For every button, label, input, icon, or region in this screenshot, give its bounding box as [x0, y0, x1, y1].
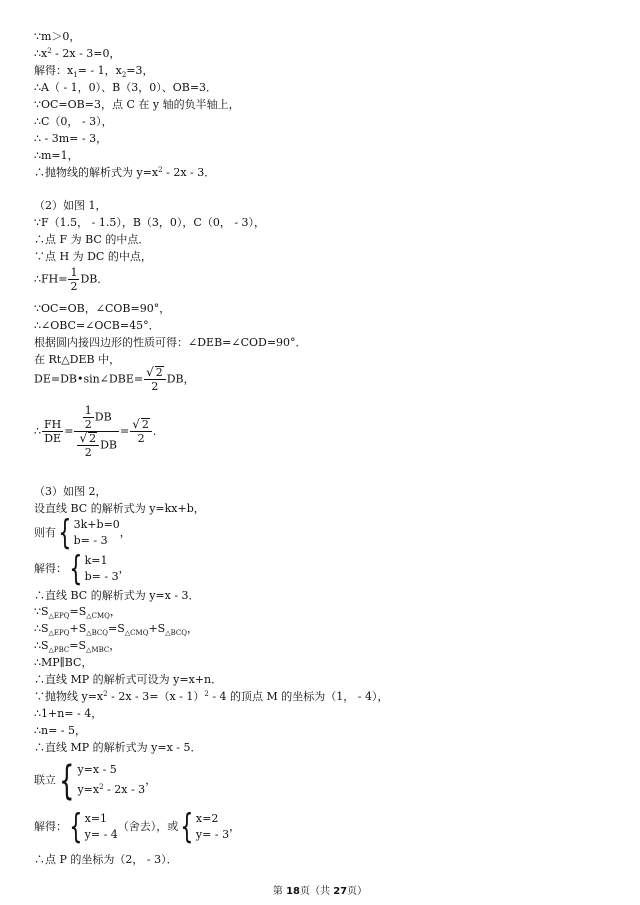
text: =3，	[126, 64, 154, 77]
text: DB．	[80, 272, 109, 286]
fraction	[77, 432, 99, 459]
text: =S	[108, 622, 125, 635]
text: 页）	[347, 886, 368, 897]
text-line: ∴∠OBC=∠OCB=45°．	[34, 319, 160, 332]
text-line: 在 Rt△DEB 中，	[34, 353, 121, 366]
text-line: （2）如图 1，	[34, 199, 107, 212]
text: 解得：	[34, 820, 67, 833]
text-line: ∴直线 MP 的解析式为 y=x - 5．	[34, 741, 202, 754]
text: ∴FH=	[34, 272, 68, 286]
text: DB	[100, 438, 118, 452]
text-line: ∴A（ - 1，0）、B（3，0）、OB=3．	[34, 81, 218, 94]
text-line	[34, 605, 121, 620]
equation: b= - 3	[84, 570, 119, 583]
numerator: 1	[70, 266, 78, 279]
superscript: 2	[204, 690, 209, 698]
denominator: 2	[70, 280, 78, 293]
text-line	[34, 513, 131, 553]
text-line: ∴直线 BC 的解析式为 y=x - 3．	[34, 589, 200, 602]
equation-system	[77, 760, 145, 801]
superscript: 2	[158, 166, 163, 174]
numerator: FH	[44, 418, 62, 431]
text: y=x	[77, 783, 100, 796]
text: ∴	[34, 424, 41, 438]
text-line	[34, 166, 215, 181]
text-line: ∴m=1，	[34, 149, 79, 162]
fraction	[42, 418, 63, 445]
subscript: △EPQ	[48, 629, 70, 637]
text: +S	[69, 622, 87, 635]
text-line: ∴点 F 为 BC 的中点．	[34, 233, 150, 246]
text: 解得：x	[34, 64, 74, 77]
text-line: 根据圆内接四边形的性质可得：∠DEB=∠COD=90°．	[34, 336, 307, 349]
fraction	[68, 266, 79, 293]
text: ，	[119, 526, 131, 539]
text: =S	[69, 605, 87, 618]
numerator: 1	[84, 404, 92, 417]
equation: x=2	[195, 812, 219, 825]
equation	[77, 780, 145, 801]
text-line: ∴1+n= - 4，	[34, 707, 103, 720]
text-line: ∴点 P 的坐标为（2， - 3）．	[34, 853, 178, 866]
text: ，	[109, 605, 121, 618]
text: ∴x	[34, 47, 48, 60]
page-number: 18	[286, 886, 300, 897]
text-line	[34, 404, 164, 459]
text-line	[34, 549, 130, 589]
text: =S	[69, 639, 87, 652]
radical-sign: √	[132, 417, 140, 431]
numerator	[130, 418, 152, 432]
numerator	[77, 432, 99, 446]
superscript: 2	[47, 47, 52, 55]
equation: b= - 3	[73, 534, 108, 547]
equation: k=1	[84, 554, 108, 567]
text-line: ∵m＞0，	[34, 30, 81, 43]
fraction	[130, 418, 152, 445]
page-total: 27	[333, 886, 348, 897]
page-footer	[0, 882, 640, 897]
brace: {	[69, 549, 83, 589]
subscript: △BCQ	[165, 629, 187, 637]
equation-system	[85, 811, 118, 843]
subscript: △EPQ	[48, 612, 70, 620]
text-line	[34, 366, 195, 393]
text-line: ∴MP∥BC，	[34, 656, 93, 669]
text-line	[34, 622, 198, 637]
text-line	[34, 47, 121, 62]
text-line: ∵OC=OB=3，点 C 在 y 轴的负半轴上，	[34, 98, 240, 111]
brace: {	[58, 513, 72, 553]
subscript: △CMQ	[86, 612, 110, 620]
subscript: 2	[121, 71, 127, 79]
brace: {	[59, 757, 75, 804]
text: ，	[186, 622, 198, 635]
fraction	[83, 404, 94, 431]
radicand: 2	[155, 366, 163, 379]
equation: y= - 3	[195, 828, 230, 841]
equation: y= - 4	[84, 828, 118, 841]
text: DB	[94, 410, 112, 424]
text: ∵抛物线 y=x	[34, 690, 104, 703]
text: - 2x - 3．	[162, 166, 216, 179]
denominator: 2	[151, 380, 159, 393]
text: - 2x - 3	[103, 783, 146, 796]
equation-system	[74, 517, 120, 549]
text: =	[120, 424, 130, 438]
subscript: △CMQ	[124, 629, 149, 637]
text-line: ∴C（0， - 3），	[34, 115, 113, 128]
text-line: ∵OC=OB，∠COB=90°，	[34, 302, 171, 315]
text-line: ∴直线 MP 的解析式可设为 y=x+n．	[34, 673, 223, 686]
superscript: 2	[99, 783, 104, 791]
text-line	[34, 807, 241, 847]
text: ∴S	[34, 639, 49, 652]
text: 则有	[34, 526, 56, 539]
subscript: △PBC	[48, 646, 70, 654]
text-line	[34, 266, 108, 293]
denominator: 2	[137, 432, 145, 445]
denominator: DE	[44, 432, 62, 445]
radicand: 2	[89, 432, 97, 445]
text: 第	[272, 886, 287, 897]
text: DE=DB•sin∠DBE=	[34, 372, 144, 386]
fraction	[144, 366, 166, 393]
text-line: ∵F（1.5， - 1.5），B（3，0），C（0， - 3），	[34, 216, 266, 229]
equation: 3k+b=0	[73, 518, 120, 531]
text: +S	[148, 622, 166, 635]
text-line: ∴ - 3m= - 3，	[34, 132, 108, 145]
subscript: △MBC	[86, 646, 110, 654]
text: =	[64, 424, 74, 438]
text-line: ∴n= - 5，	[34, 724, 87, 737]
text: ∴S	[34, 622, 49, 635]
superscript: 2	[103, 690, 108, 698]
text-line: 设直线 BC 的解析式为 y=kx+b，	[34, 502, 205, 515]
text: ，	[229, 820, 241, 833]
text-line	[34, 639, 120, 654]
text: 联立	[34, 773, 56, 787]
text: ．	[152, 424, 164, 438]
denominator	[74, 432, 119, 459]
equation-system	[85, 553, 119, 585]
radical-sign: √	[146, 365, 154, 379]
brace: {	[180, 807, 194, 847]
complex-fraction	[74, 404, 119, 459]
text-line	[34, 64, 154, 79]
text: ∵S	[34, 605, 49, 618]
text: 页（共	[300, 886, 334, 897]
brace: {	[69, 807, 83, 847]
radical-sign: √	[79, 431, 88, 445]
text: DB，	[166, 372, 195, 386]
text: （舍去），或	[117, 820, 179, 833]
numerator	[144, 366, 166, 380]
equation: x=1	[84, 812, 108, 825]
text: - 4 的顶点 M 的坐标为（1， - 4），	[208, 690, 389, 703]
text: 解得：	[34, 562, 67, 575]
equation: y=x - 5	[77, 763, 117, 776]
text-line: ∵点 H 为 DC 的中点，	[34, 250, 152, 263]
denominator: 2	[84, 446, 92, 459]
equation-system	[196, 811, 229, 843]
text-line	[34, 757, 157, 804]
text-line: （3）如图 2，	[34, 485, 107, 498]
text: - 2x - 3=（x - 1）	[107, 690, 205, 703]
text: ∴抛物线的解析式为 y=x	[34, 166, 159, 179]
text: ，	[145, 773, 157, 787]
denominator: 2	[84, 418, 92, 431]
text: ，	[109, 639, 121, 652]
subscript: 1	[73, 71, 78, 79]
numerator	[74, 404, 119, 432]
text: - 2x - 3=0，	[51, 47, 121, 60]
text-line	[34, 690, 389, 705]
radicand: 2	[141, 418, 149, 431]
text: ，	[118, 562, 130, 575]
subscript: △BCQ	[86, 629, 109, 637]
text: = - 1，x	[77, 64, 122, 77]
